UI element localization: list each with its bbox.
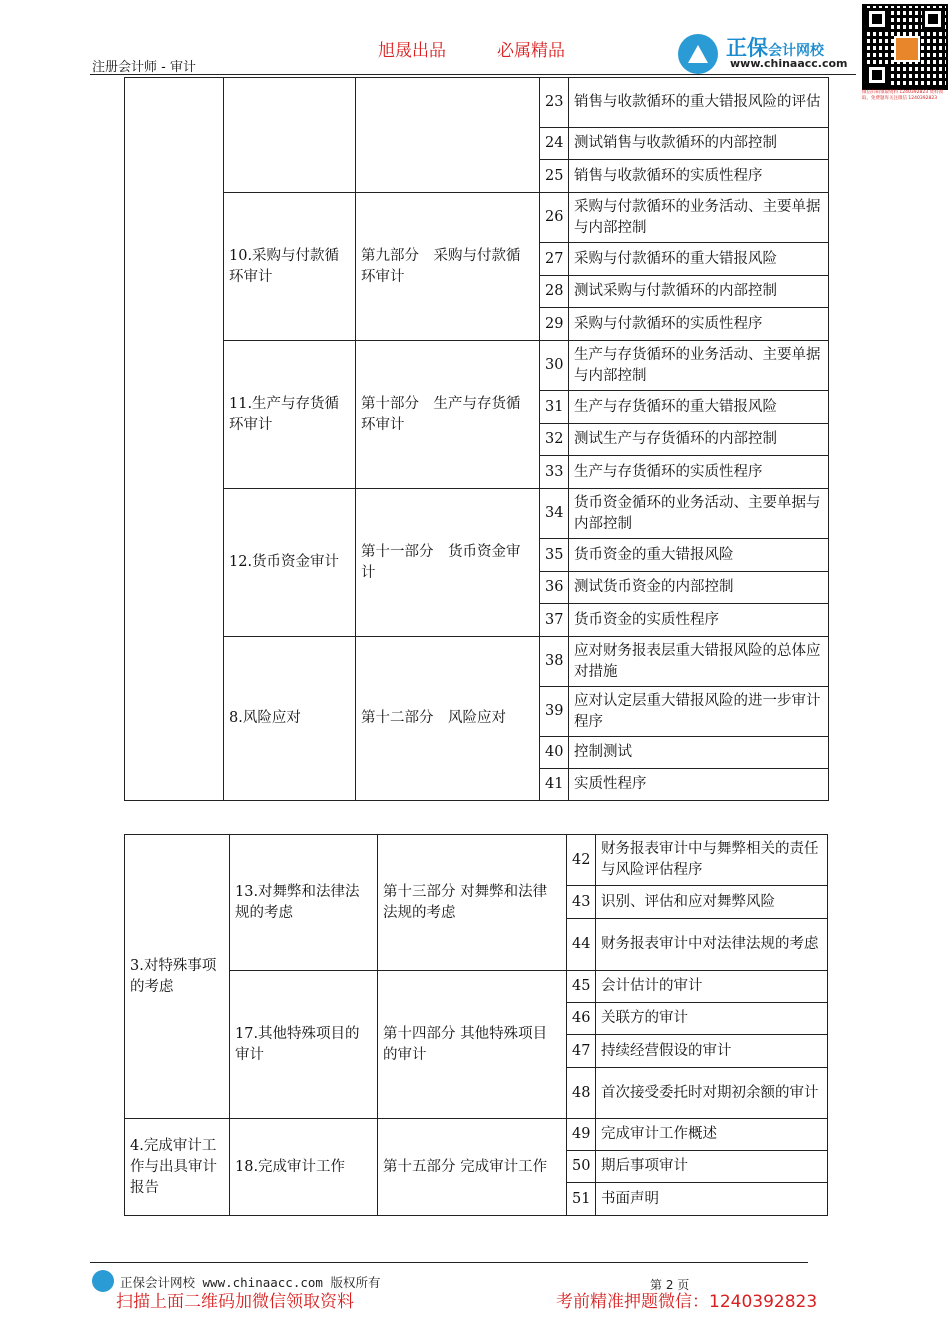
table-row bbox=[125, 193, 829, 243]
chapter-cell: 12.货币资金审计 bbox=[224, 489, 356, 637]
item-text: 关联方的审计 bbox=[596, 1003, 828, 1035]
item-number: 33 bbox=[540, 456, 569, 489]
item-number: 37 bbox=[540, 604, 569, 637]
item-text: 识别、评估和应对舞弊风险 bbox=[596, 886, 828, 919]
slogan-right: 必属精品 bbox=[497, 41, 565, 61]
item-text: 货币资金的实质性程序 bbox=[569, 604, 829, 637]
qr-corner-icon bbox=[922, 8, 944, 30]
header-divider bbox=[90, 74, 856, 75]
item-number: 24 bbox=[540, 128, 569, 160]
item-number: 28 bbox=[540, 276, 569, 308]
qr-corner-icon bbox=[866, 8, 888, 30]
item-number: 46 bbox=[567, 1003, 596, 1035]
item-text: 会计估计的审计 bbox=[596, 971, 828, 1003]
qr-center-icon bbox=[894, 36, 920, 62]
brand-logo bbox=[678, 30, 860, 76]
item-text: 控制测试 bbox=[569, 737, 829, 769]
item-number: 31 bbox=[540, 391, 569, 424]
item-text: 货币资金的重大错报风险 bbox=[569, 539, 829, 572]
footer-logo-icon bbox=[92, 1270, 114, 1292]
syllabus-table-2 bbox=[124, 834, 828, 1216]
item-text: 书面声明 bbox=[596, 1183, 828, 1216]
item-text: 期后事项审计 bbox=[596, 1151, 828, 1183]
logo-sub: 会计网校 bbox=[768, 43, 824, 59]
item-text: 财务报表审计中与舞弊相关的责任与风险评估程序 bbox=[596, 835, 828, 886]
item-number: 42 bbox=[567, 835, 596, 886]
course-title: 注册会计师 - 审计 bbox=[92, 60, 196, 75]
logo-url: www.chinaacc.com bbox=[730, 57, 848, 70]
item-number: 34 bbox=[540, 489, 569, 539]
section-cell: 3.对特殊事项的考虑 bbox=[125, 835, 230, 1119]
item-text: 应对认定层重大错报风险的进一步审计程序 bbox=[569, 687, 829, 737]
item-number: 26 bbox=[540, 193, 569, 243]
part-cell: 第十二部分 风险应对 bbox=[356, 637, 540, 801]
qr-code-icon bbox=[862, 4, 948, 90]
item-number: 32 bbox=[540, 424, 569, 456]
item-text: 测试生产与存货循环的内部控制 bbox=[569, 424, 829, 456]
item-text: 测试采购与付款循环的内部控制 bbox=[569, 276, 829, 308]
item-text: 首次接受委托时对期初余额的审计 bbox=[596, 1068, 828, 1119]
qr-corner-icon bbox=[866, 64, 888, 86]
part-cell: 第十五部分 完成审计工作 bbox=[378, 1119, 567, 1216]
item-number: 39 bbox=[540, 687, 569, 737]
chapter-cell: 11.生产与存货循环审计 bbox=[224, 341, 356, 489]
syllabus-table-1 bbox=[124, 77, 829, 801]
item-number: 30 bbox=[540, 341, 569, 391]
item-number: 38 bbox=[540, 637, 569, 687]
footer-copyright: 正保会计网校 www.chinaacc.com 版权所有 bbox=[120, 1275, 381, 1290]
item-number: 50 bbox=[567, 1151, 596, 1183]
part-cell: 第十三部分 对舞弊和法律法规的考虑 bbox=[378, 835, 567, 971]
part-cell: 第九部分 采购与付款循环审计 bbox=[356, 193, 540, 341]
item-text: 测试销售与收款循环的内部控制 bbox=[569, 128, 829, 160]
chapter-cell: 8.风险应对 bbox=[224, 637, 356, 801]
item-number: 49 bbox=[567, 1119, 596, 1151]
part-cell bbox=[356, 78, 540, 193]
item-text: 销售与收款循环的重大错报风险的评估 bbox=[569, 78, 829, 128]
item-text: 财务报表审计中对法律法规的考虑 bbox=[596, 919, 828, 971]
table-row bbox=[125, 1119, 828, 1151]
item-text: 测试货币资金的内部控制 bbox=[569, 572, 829, 604]
item-text: 采购与付款循环的业务活动、主要单据与内部控制 bbox=[569, 193, 829, 243]
item-text: 采购与付款循环的实质性程序 bbox=[569, 308, 829, 341]
chapter-cell: 18.完成审计工作 bbox=[230, 1119, 378, 1216]
item-text: 应对财务报表层重大错报风险的总体应对措施 bbox=[569, 637, 829, 687]
item-number: 27 bbox=[540, 243, 569, 276]
chapter-cell: 17.其他特殊项目的审计 bbox=[230, 971, 378, 1119]
item-text: 生产与存货循环的重大错报风险 bbox=[569, 391, 829, 424]
item-number: 36 bbox=[540, 572, 569, 604]
item-number: 51 bbox=[567, 1183, 596, 1216]
item-number: 35 bbox=[540, 539, 569, 572]
item-text: 生产与存货循环的业务活动、主要单据与内部控制 bbox=[569, 341, 829, 391]
table-row bbox=[125, 341, 829, 391]
slogan-left: 旭晟出品 bbox=[378, 41, 446, 61]
item-number: 25 bbox=[540, 160, 569, 193]
item-number: 29 bbox=[540, 308, 569, 341]
brand-logo-icon bbox=[678, 34, 718, 74]
item-number: 23 bbox=[540, 78, 569, 128]
qr-note: 微信扫码领取资料 1240392823 资料领取、免费题库关注微信 1240392823 bbox=[862, 90, 943, 101]
table-row bbox=[125, 971, 828, 1003]
item-text: 生产与存货循环的实质性程序 bbox=[569, 456, 829, 489]
footer-divider bbox=[90, 1262, 808, 1263]
table-row bbox=[125, 489, 829, 539]
item-number: 45 bbox=[567, 971, 596, 1003]
chapter-cell bbox=[224, 78, 356, 193]
item-number: 48 bbox=[567, 1068, 596, 1119]
item-number: 41 bbox=[540, 769, 569, 801]
chapter-cell: 13.对舞弊和法律法规的考虑 bbox=[230, 835, 378, 971]
table-row bbox=[125, 637, 829, 687]
chapter-cell: 10.采购与付款循环审计 bbox=[224, 193, 356, 341]
item-text: 销售与收款循环的实质性程序 bbox=[569, 160, 829, 193]
logo-name: 正保 bbox=[726, 36, 768, 60]
item-number: 44 bbox=[567, 919, 596, 971]
item-text: 持续经营假设的审计 bbox=[596, 1035, 828, 1068]
table-row bbox=[125, 78, 829, 128]
item-text: 完成审计工作概述 bbox=[596, 1119, 828, 1151]
page-number: 第 2 页 bbox=[650, 1278, 690, 1292]
promo-right: 考前精准押题微信：1240392823 bbox=[556, 1292, 818, 1312]
item-number: 40 bbox=[540, 737, 569, 769]
table-row bbox=[125, 835, 828, 886]
item-text: 实质性程序 bbox=[569, 769, 829, 801]
item-number: 47 bbox=[567, 1035, 596, 1068]
part-cell: 第十四部分 其他特殊项目的审计 bbox=[378, 971, 567, 1119]
item-number: 43 bbox=[567, 886, 596, 919]
promo-left: 扫描上面二维码加微信领取资料 bbox=[116, 1292, 354, 1312]
section-cell: 4.完成审计工作与出具审计报告 bbox=[125, 1119, 230, 1216]
part-cell: 第十部分 生产与存货循环审计 bbox=[356, 341, 540, 489]
item-text: 货币资金循环的业务活动、主要单据与内部控制 bbox=[569, 489, 829, 539]
item-text: 采购与付款循环的重大错报风险 bbox=[569, 243, 829, 276]
section-cell bbox=[125, 78, 224, 801]
part-cell: 第十一部分 货币资金审计 bbox=[356, 489, 540, 637]
